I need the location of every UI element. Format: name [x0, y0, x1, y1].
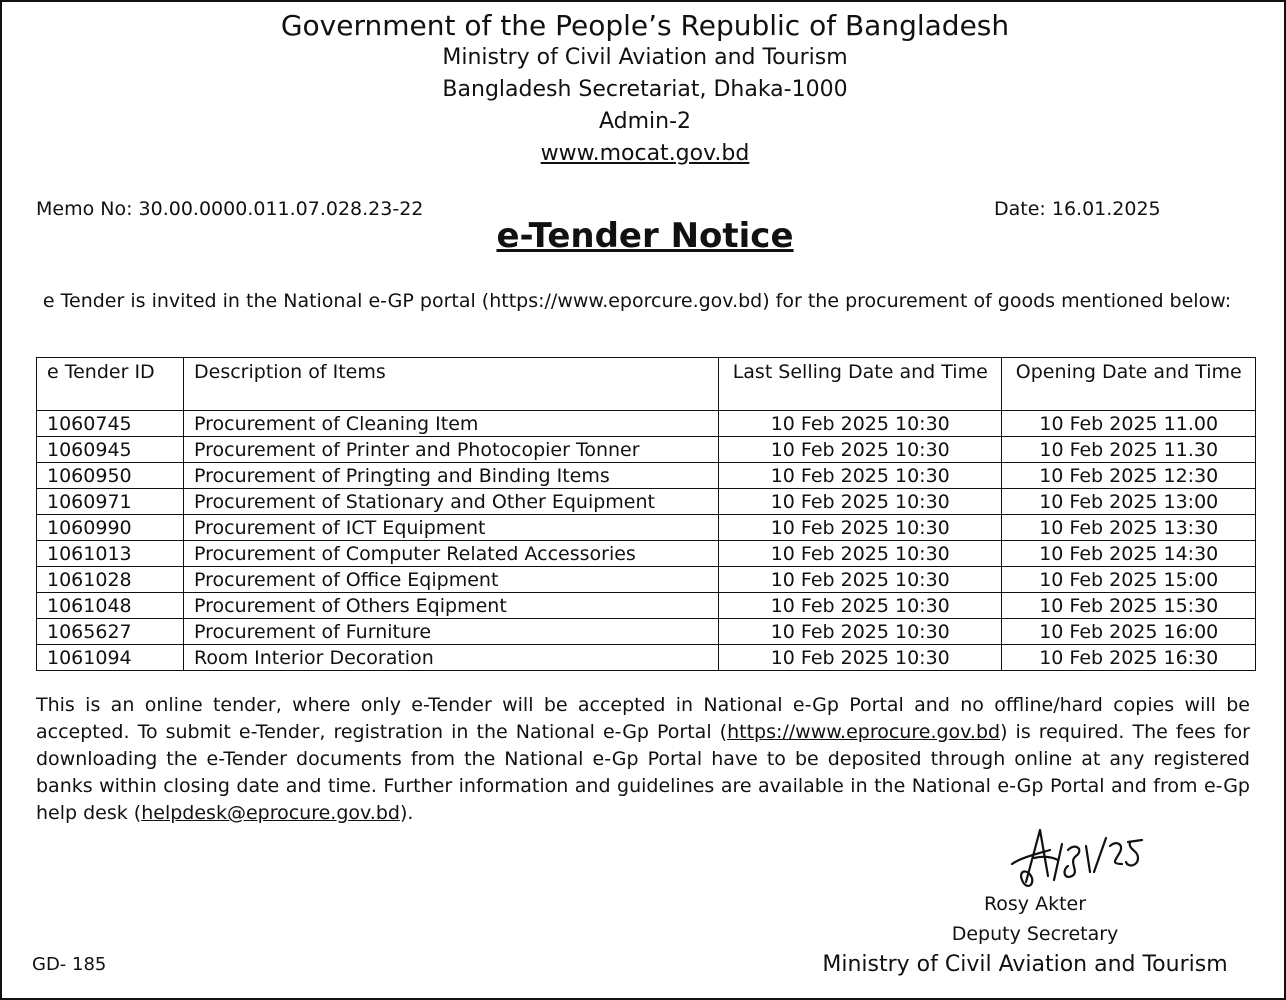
tender-id-cell: 1061094 [37, 645, 184, 671]
description-cell: Room Interior Decoration [184, 645, 719, 671]
signatory-ministry: Ministry of Civil Aviation and Tourism [822, 952, 1228, 977]
table-row [37, 411, 1256, 437]
notice-date: Date: 16.01.2025 [994, 198, 1161, 220]
table-row [37, 463, 1256, 489]
signatory-name: Rosy Akter [983, 893, 1087, 915]
table-header-row [37, 358, 1256, 411]
description-cell: Procurement of Others Eqipment [184, 593, 719, 619]
table-row [37, 437, 1256, 463]
tender-id-cell: 1060990 [37, 515, 184, 541]
selling-date-cell: 10 Feb 2025 10:30 [719, 567, 1002, 593]
opening-date-cell: 10 Feb 2025 14:30 [1002, 541, 1256, 567]
opening-date-cell: 10 Feb 2025 15:30 [1002, 593, 1256, 619]
header-opening: Opening Date and Time [1002, 358, 1256, 411]
tender-id-cell: 1061048 [37, 593, 184, 619]
opening-date-cell: 10 Feb 2025 11.30 [1002, 437, 1256, 463]
description-cell: Procurement of Computer Related Accessories [184, 541, 719, 567]
opening-date-cell: 10 Feb 2025 13:00 [1002, 489, 1256, 515]
memo-number: Memo No: 30.00.0000.011.07.028.23-22 [36, 198, 424, 220]
selling-date-cell: 10 Feb 2025 10:30 [719, 411, 1002, 437]
government-name: Government of the People’s Republic of Bangladesh [280, 9, 1010, 42]
header-last-selling: Last Selling Date and Time [719, 358, 1002, 411]
opening-date-cell: 10 Feb 2025 12:30 [1002, 463, 1256, 489]
tender-id-cell: 1060945 [37, 437, 184, 463]
selling-date-cell: 10 Feb 2025 10:30 [719, 437, 1002, 463]
selling-date-cell: 10 Feb 2025 10:30 [719, 489, 1002, 515]
header-tender-id: e Tender ID [37, 358, 184, 411]
ministry-name: Ministry of Civil Aviation and Tourism [442, 45, 848, 70]
document-code: GD- 185 [32, 954, 107, 975]
tender-id-cell: 1061013 [37, 541, 184, 567]
selling-date-cell: 10 Feb 2025 10:30 [719, 593, 1002, 619]
opening-date-cell: 10 Feb 2025 11.00 [1002, 411, 1256, 437]
table-row [37, 541, 1256, 567]
table-row [37, 489, 1256, 515]
tender-id-cell: 1065627 [37, 619, 184, 645]
description-cell: Procurement of Printer and Photocopier Tonner [184, 437, 719, 463]
selling-date-cell: 10 Feb 2025 10:30 [719, 541, 1002, 567]
signature-block [802, 890, 1248, 980]
description-cell: Procurement of Furniture [184, 619, 719, 645]
handwritten-signature [1006, 820, 1146, 898]
opening-date-cell: 10 Feb 2025 13:30 [1002, 515, 1256, 541]
tender-id-cell: 1060950 [37, 463, 184, 489]
description-cell: Procurement of Office Eqipment [184, 567, 719, 593]
table-row [37, 567, 1256, 593]
tender-id-cell: 1060745 [37, 411, 184, 437]
table-row [37, 515, 1256, 541]
selling-date-cell: 10 Feb 2025 10:30 [719, 463, 1002, 489]
instructions-paragraph [36, 692, 1250, 827]
description-cell: Procurement of Stationary and Other Equipment [184, 489, 719, 515]
description-cell: Procurement of Cleaning Item [184, 411, 719, 437]
helpdesk-email-link[interactable]: helpdesk@eprocure.gov.bd [141, 802, 400, 824]
header-description: Description of Items [184, 358, 719, 411]
selling-date-cell: 10 Feb 2025 10:30 [719, 619, 1002, 645]
instructions-text-1: This is an online tender, where only e-Tender will be accepted in National e-Gp Portal and no offline/hard copies will be accepted. To submit e-Tender, registration in the National e-Gp Portal ( [36, 694, 1250, 743]
selling-date-cell: 10 Feb 2025 10:30 [719, 515, 1002, 541]
tender-id-cell: 1061028 [37, 567, 184, 593]
eprocure-link[interactable]: https://www.eprocure.gov.bd [727, 721, 1001, 743]
intro-text: e Tender is invited in the National e-GP portal (https://www.eporcure.gov.bd) for the procurement of goods mentioned below: [42, 290, 1232, 312]
tender-table [36, 357, 1256, 671]
table-row [37, 619, 1256, 645]
opening-date-cell: 10 Feb 2025 16:30 [1002, 645, 1256, 671]
description-cell: Procurement of Pringting and Binding Items [184, 463, 719, 489]
table-row [37, 593, 1256, 619]
instructions-text-3: ). [399, 802, 414, 824]
letterhead [2, 10, 1286, 170]
notice-title: e-Tender Notice [496, 216, 794, 256]
tender-id-cell: 1060971 [37, 489, 184, 515]
website-link[interactable]: www.mocat.gov.bd [540, 141, 750, 166]
description-cell: Procurement of ICT Equipment [184, 515, 719, 541]
signatory-designation: Deputy Secretary [951, 923, 1119, 945]
selling-date-cell: 10 Feb 2025 10:30 [719, 645, 1002, 671]
ministry-address: Bangladesh Secretariat, Dhaka-1000 [442, 77, 848, 102]
opening-date-cell: 10 Feb 2025 15:00 [1002, 567, 1256, 593]
instructions-text-2: ) is required. The fees for downloading the e-Tender documents from the National e-Gp Portal have to be deposited through online at any registered banks within closing date and time. Further information and guidelines are available in the National e-Gp Portal and from e-Gp help desk ( [36, 721, 1250, 824]
section-name: Admin-2 [598, 109, 692, 134]
opening-date-cell: 10 Feb 2025 16:00 [1002, 619, 1256, 645]
table-row [37, 645, 1256, 671]
